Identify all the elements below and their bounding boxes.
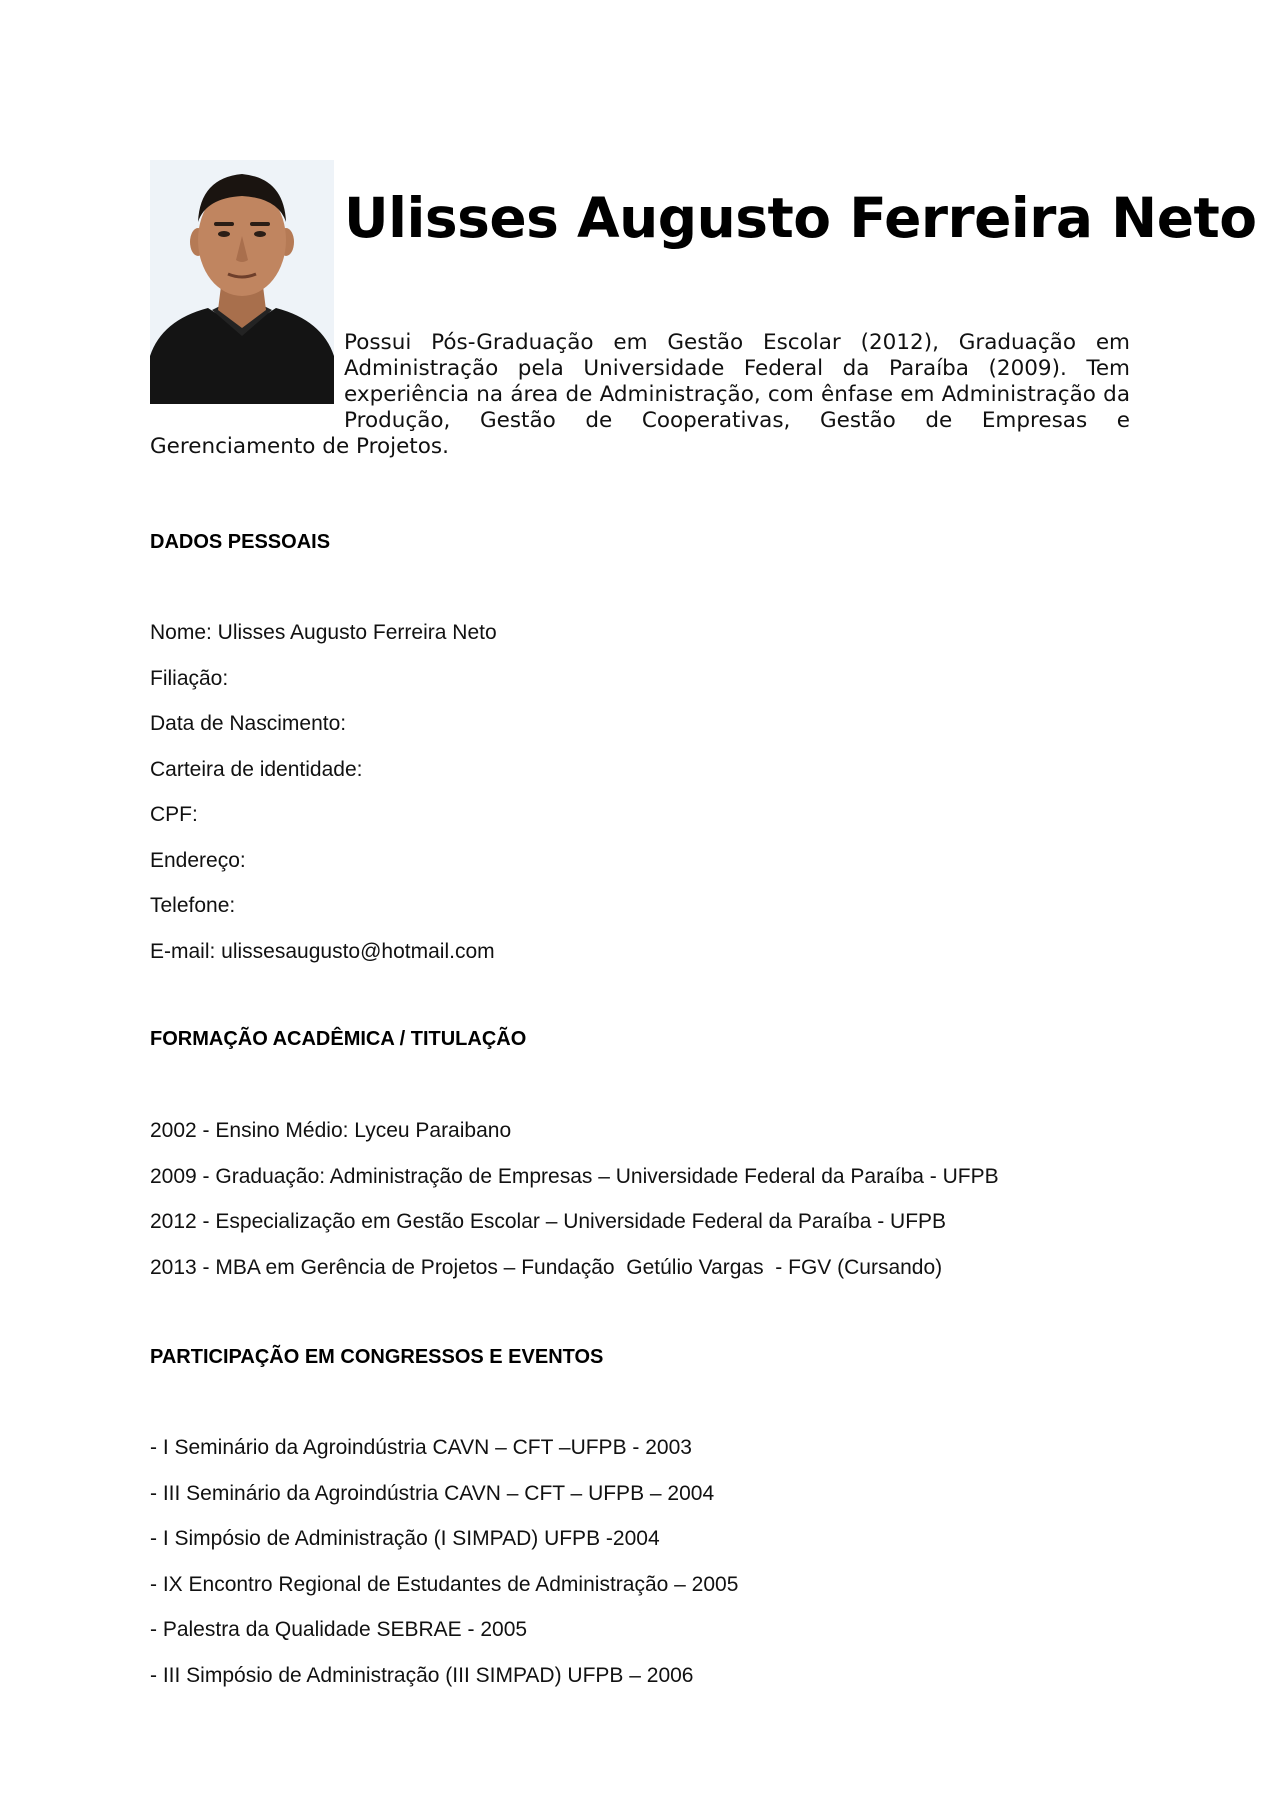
list-item: - III Simpósio de Administração (III SIMPAD) UFPB – 2006 [150,1663,694,1687]
photo-text-wrap [150,330,344,434]
professional-summary [150,330,1130,460]
field-telefone: Telefone: [150,894,236,917]
field-email: E-mail: ulissesaugusto@hotmail.com [150,939,495,963]
section-heading-formacao: FORMAÇÃO ACADÊMICA / TITULAÇÃO [150,1028,527,1050]
list-item: 2002 - Ensino Médio: Lyceu Paraibano [150,1119,512,1142]
events-list [150,1425,738,1698]
list-item: 2013 - MBA em Gerência de Projetos – Fundação Getúlio Vargas - FGV (Cursando) [150,1255,943,1279]
list-item: - Palestra da Qualidade SEBRAE - 2005 [150,1618,528,1641]
field-carteira-identidade: Carteira de identidade: [150,757,363,781]
list-item: - I Simpósio de Administração (I SIMPAD) UFPB -2004 [150,1527,660,1550]
section-heading-dados-pessoais: DADOS PESSOAIS [150,531,331,553]
list-item: 2012 - Especialização em Gestão Escolar – Universidade Federal da Paraíba - UFPB [150,1210,947,1233]
summary-text: Possui Pós-Graduação em Gestão Escolar (2012), Graduação em Administração pela Universidade Federal da Paraíba (2009). Tem experiência na área de Administração, com ênfase em Administração da Produção, Gestão de Cooperativas, Gestão de Empresas e Gerenciamento de Projetos. [150,330,1130,459]
list-item: 2009 - Graduação: Administração de Empresas – Universidade Federal da Paraíba - UFPB [150,1164,999,1188]
field-cpf: CPF: [150,803,198,826]
personal-data-list [150,610,497,974]
education-list [150,1108,999,1290]
list-item: - IX Encontro Regional de Estudantes de Administração – 2005 [150,1572,739,1596]
list-item: - III Seminário da Agroindústria CAVN – CFT – UFPB – 2004 [150,1481,715,1505]
field-data-nascimento: Data de Nascimento: [150,712,347,735]
field-endereco: Endereço: [150,848,246,872]
field-filiacao: Filiação: [150,666,229,690]
field-nome: Nome: Ulisses Augusto Ferreira Neto [150,621,497,644]
candidate-name: Ulisses Augusto Ferreira Neto [344,186,1257,250]
section-heading-eventos: PARTICIPAÇÃO EM CONGRESSOS E EVENTOS [150,1346,604,1368]
list-item: - I Seminário da Agroindústria CAVN – CFT –UFPB - 2003 [150,1436,692,1459]
